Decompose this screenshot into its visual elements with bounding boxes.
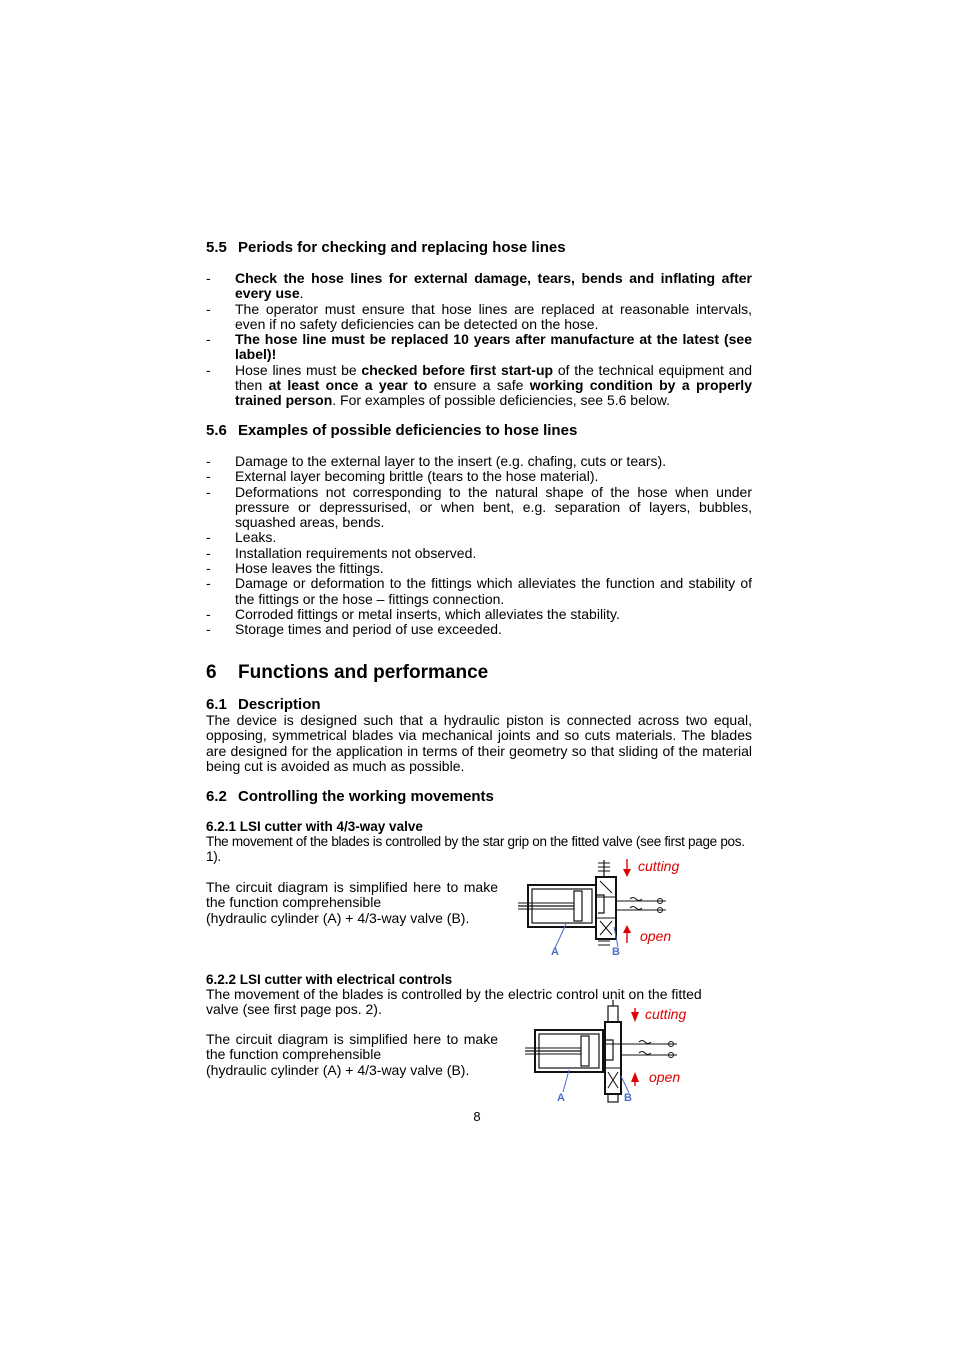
list-item: - External layer becoming brittle (tears to the hose material). <box>206 468 599 485</box>
chapter-title: Functions and performance <box>238 662 489 683</box>
section-number: 5.5 <box>206 239 227 256</box>
list-item: - Installation requirements not observed. <box>206 544 477 561</box>
label-b: B <box>612 946 620 958</box>
subsection-6-2-1-heading: 6.2.1 LSI cutter with 4/3-way valve <box>206 819 423 834</box>
deficiency-list <box>206 454 752 638</box>
section-6-1-heading <box>206 696 321 713</box>
list-item: - Damage or deformation to the fittings which alleviates the function and stability of the fittings or the hose – fittings connection. <box>206 575 752 607</box>
label-open: open <box>649 1069 681 1085</box>
section-title: Periods for checking and replacing hose lines <box>238 239 566 256</box>
section-6-2-heading <box>206 788 494 805</box>
circuit-diagram-electrical <box>525 1000 700 1106</box>
list-item: - Leaks. <box>206 529 277 546</box>
circuit-description: The circuit diagram is simplified here to make the function comprehensible <box>206 879 498 911</box>
list-item: - The operator must ensure that hose lines are replaced at reasonable intervals, even if no safety deficiencies can be detected on the hose. <box>206 300 752 332</box>
label-a: A <box>557 1092 565 1104</box>
circuit-diagram-4-3-valve <box>518 855 688 960</box>
list-item: - The hose line must be replaced 10 years after manufacture at the latest (see label)! <box>206 331 752 363</box>
description-paragraph: The device is designed such that a hydraulic piston is connected across two equal, opposing, symmetrical blades via mechanical joints and so cuts materials. The blades are designed for the application in terms of their geometry so that sliding of the material being cut is avoided as much as possible. <box>206 712 752 774</box>
circuit-description: The circuit diagram is simplified here to make the function comprehensible <box>206 1031 498 1063</box>
chapter-number: 6 <box>206 662 217 683</box>
subsection-6-2-1-text: The movement of the blades is controlled by the star grip on the fitted valve (see first page pos. 1). <box>206 834 745 865</box>
label-cutting: cutting <box>645 1006 687 1022</box>
section-5-5-heading <box>206 239 566 256</box>
list-item: - Check the hose lines for external damage, tears, bends and inflating after every use. <box>206 270 752 302</box>
section-number: 6.1 <box>206 696 227 713</box>
list-item: - Hose leaves the fittings. <box>206 560 384 577</box>
subsection-6-2-2-text: The movement of the blades is controlled by the electric control unit on the fitted valve (see first page pos. 2). <box>206 986 702 1018</box>
section-title: Examples of possible deficiencies to hose lines <box>238 422 578 439</box>
list-item: - Hose lines must be checked before first start-up of the technical equipment and then at least once a year to ensure a safe working condition by a properly trained person. For examples of possible deficiencies, see 5.6 below. <box>206 361 752 409</box>
section-title: Controlling the working movements <box>238 788 494 805</box>
circuit-components: (hydraulic cylinder (A) + 4/3-way valve (B). <box>206 1062 470 1078</box>
section-number: 5.6 <box>206 422 227 439</box>
list-item: - Deformations not corresponding to the natural shape of the hose when under pressure or depressurised, or when bent, e.g. separation of layers, bubbles, squashed areas, bends. <box>206 483 752 531</box>
section-title: Description <box>238 696 321 713</box>
list-item: - Corroded fittings or metal inserts, which alleviates the stability. <box>206 605 620 622</box>
label-open: open <box>640 928 672 944</box>
page-number: 8 <box>473 1109 481 1124</box>
section-5-6-heading <box>206 422 577 439</box>
hose-check-list <box>206 271 752 409</box>
section-number: 6.2 <box>206 788 227 805</box>
list-item: - Damage to the external layer to the insert (e.g. chafing, cuts or tears). <box>206 453 667 469</box>
circuit-components: (hydraulic cylinder (A) + 4/3-way valve (B). <box>206 910 470 926</box>
list-item: - Storage times and period of use exceeded. <box>206 621 502 638</box>
subsection-6-2-2-heading: 6.2.2 LSI cutter with electrical controls <box>206 972 453 987</box>
chapter-6-heading <box>206 662 488 684</box>
label-cutting: cutting <box>638 858 680 874</box>
label-b: B <box>624 1092 632 1104</box>
label-a: A <box>551 946 559 958</box>
